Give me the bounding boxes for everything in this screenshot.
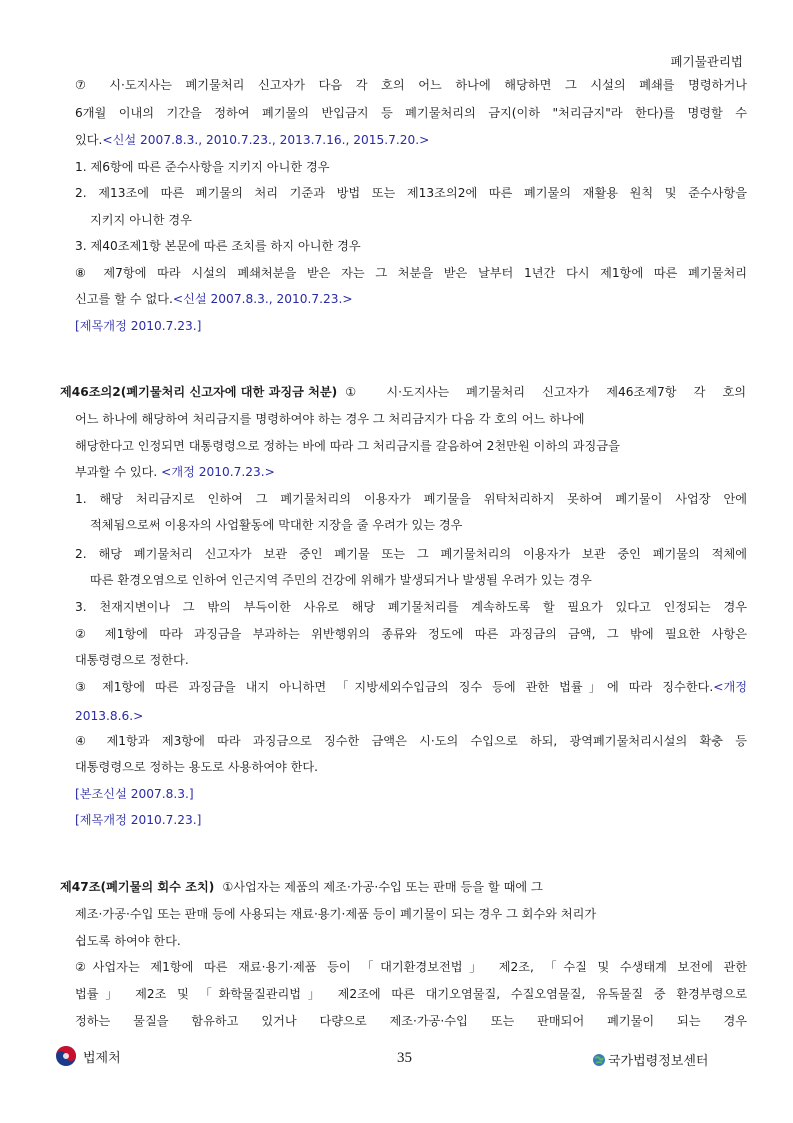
s3-heading: 제47조(폐기물의 회수 조치) [60,880,215,894]
s2-para2-line2: 대통령령으로 정한다. [75,653,189,667]
para8-line1: ⑧ 제7항에 따라 시설의 폐쇄처분을 받은 자는 그 처분을 받은 날부터 1년간 다시 제1항에 따른 폐기물처리 [75,266,747,280]
para8-line2 [75,291,353,307]
s2-para1-line1: ① 시·도지사는 폐기물처리 신고자가 제46조제7항 각 호의 [345,385,746,399]
para8-end: 신고를 할 수 없다. [75,292,173,306]
s2-item1-line1: 1. 해당 처리금지로 인하여 그 폐기물처리의 이용자가 폐기물을 위탁처리하지 못하여 폐기물이 사업장 안에 [75,492,747,506]
law-title: 폐기물관리법 [670,54,743,69]
s2-para1-line2: 어느 하나에 해당하여 처리금지를 명령하여야 하는 경우 그 처리금지가 다음 각 호의 어느 하나에 [75,412,585,426]
s1-item2-line1: 2. 제13조에 따른 폐기물의 처리 기준과 방법 또는 제13조의2에 따른 폐기물의 재활용 원칙 및 준수사항을 [75,186,747,200]
s2-para1-line3: 해당한다고 인정되면 대통령령으로 정하는 바에 따라 그 처리금지를 갈음하여 2천만원 이하의 과징금을 [75,439,620,453]
s3-first-line [60,879,543,895]
moleg-logo-icon [55,1045,77,1067]
s2-title-amend: [제목개정 2010.7.23.] [75,813,202,827]
para8-amend-note: <신설 2007.8.3., 2010.7.23.> [172,292,353,306]
s1-item1: 1. 제6항에 따른 준수사항을 지키지 아니한 경우 [75,160,330,174]
s3-para2-line1: ②사업자는 제1항에 따른 재료·용기·제품 등이 「대기환경보전법」 제2조, 「수질 및 수생태계 보전에 관한 [75,960,747,974]
s2-para3-amend-a: <개정 [713,680,747,694]
footer-left [55,1045,121,1067]
para7-amend-note: <신설 2007.8.3., 2010.7.23., 2013.7.16., 2015.7.20.> [102,133,430,147]
footer-right [592,1050,708,1069]
s2-para4-line1: ④ 제1항과 제3항에 따라 과징금으로 징수한 금액은 시·도의 수입으로 하되, 광역폐기물처리시설의 확충 등 [75,734,747,748]
s2-para3-amend-b: 2013.8.6.> [75,709,144,723]
s2-para1-line4 [75,464,275,480]
s3-para1-line3: 쉽도록 하여야 한다. [75,934,181,948]
s2-item1-line2: 적체됨으로써 이용자의 사업활동에 막대한 지장을 줄 우려가 있는 경우 [90,518,463,532]
s1-item2-line2: 지키지 아니한 경우 [90,213,192,227]
s2-para3-line1 [75,679,747,695]
para7-line1: ⑦ 시·도지사는 폐기물처리 신고자가 다음 각 호의 어느 하나에 해당하면 그 시설의 폐쇄를 명령하거나 [75,78,747,92]
s2-para3-text: ③ 제1항에 따른 과징금을 내지 아니하면 「지방세외수입금의 징수 등에 관한 법률」에 따라 징수한다. [75,680,714,694]
s2-first-line [60,384,746,400]
para7-line3 [75,132,429,148]
s3-para2-line3: 정하는 물질을 함유하고 있거나 다량으로 제조·가공·수입 또는 판매되어 폐기물이 되는 경우 [75,1014,747,1028]
s2-item2-line1: 2. 해당 폐기물처리 신고자가 보관 중인 폐기물 또는 그 폐기물처리의 이용자가 보관 중인 폐기물의 적체에 [75,547,747,561]
s2-item2-line2: 따른 환경오염으로 인하여 인근지역 주민의 건강에 위해가 발생되거나 발생될 우려가 있는 경우 [90,573,592,587]
footer-right-label: 국가법령정보센터 [608,1054,709,1069]
para7-end: 있다. [75,133,103,147]
footer-left-label: 법제처 [83,1050,121,1066]
s3-para1-line1: ①사업자는 제품의 제조·가공·수입 또는 판매 등을 할 때에 그 [222,880,543,894]
s2-heading: 제46조의2(폐기물처리 신고자에 대한 과징금 처분) [60,385,338,399]
s2-para1-amend-note: <개정 2010.7.23.> [161,465,275,479]
s2-para2-line1: ② 제1항에 따라 과징금을 부과하는 위반행위의 종류와 정도에 따른 과징금의 금액, 그 밖에 필요한 사항은 [75,627,747,641]
s1-item3: 3. 제40조제1항 본문에 따른 조치를 하지 아니한 경우 [75,239,361,253]
s1-title-amend: [제목개정 2010.7.23.] [75,319,202,333]
s2-para1-end: 부과할 수 있다. [75,465,158,479]
s3-para2-line2: 법률」 제2조 및 「화학물질관리법」 제2조에 따른 대기오염물질, 수질오염물질, 유독물질 중 환경부령으로 [75,987,747,1001]
page-number: 35 [397,1050,412,1066]
s3-para1-line2: 제조·가공·수입 또는 판매 등에 사용되는 재료·용기·제품 등이 폐기물이 되는 경우 그 회수와 처리가 [75,907,597,921]
para7-line2: 6개월 이내의 기간을 정하여 폐기물의 반입금지 등 폐기물처리의 금지(이하 "처리금지"라 한다)를 명령할 수 [75,106,747,120]
s2-para4-line2: 대통령령으로 정하는 용도로 사용하여야 한다. [75,760,319,774]
globe-icon [592,1053,606,1067]
s2-item3: 3. 천재지변이나 그 밖의 부득이한 사유로 해당 폐기물처리를 계속하도록 할 필요가 있다고 인정되는 경우 [75,600,747,614]
s2-new-note: [본조신설 2007.8.3.] [75,787,194,801]
